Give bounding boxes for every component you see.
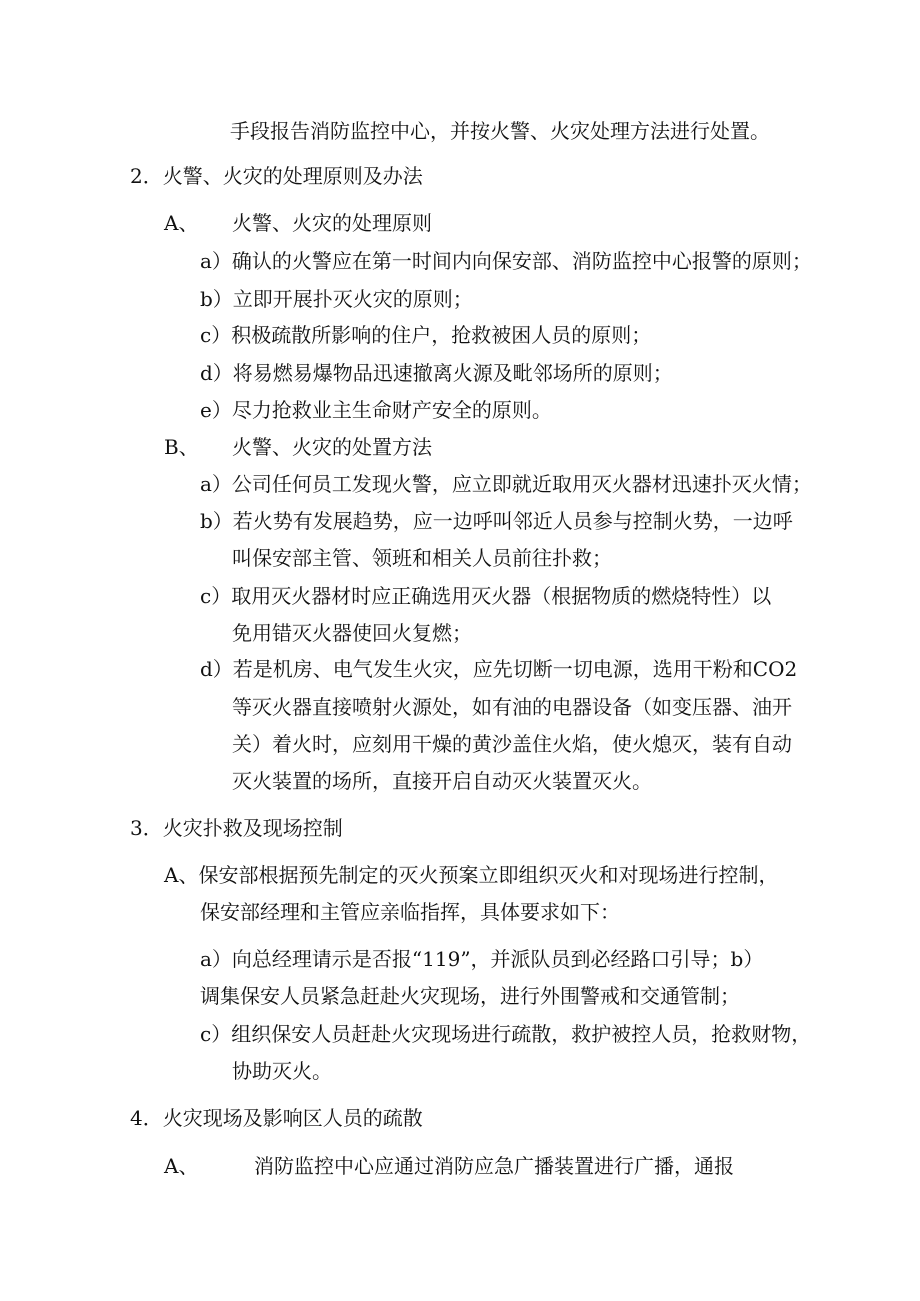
section-2-heading: 2．火警、火灾的处理原则及办法 <box>130 164 423 188</box>
section-4-heading: 4．火灾现场及影响区人员的疏散 <box>130 1106 423 1130</box>
list-item: b）若火势有发展趋势，应一边呼叫邻近人员参与控制火势，一边呼 <box>200 509 793 533</box>
section-3-a-line: A、保安部根据预先制定的灭火预案立即组织灭火和对现场进行控制， <box>164 863 779 887</box>
list-item-continuation: 灭火装置的场所，直接开启自动灭火装置灭火。 <box>232 769 652 793</box>
list-item: a）向总经理请示是否报“119”，并派队员到必经路口引导；b） <box>200 947 764 971</box>
list-item: b）立即开展扑灭火灾的原则； <box>200 287 473 311</box>
list-item-continuation: 免用错灭火器使回火复燃； <box>232 621 472 645</box>
list-item: 调集保安人员紧急赶赴火灾现场，进行外围警戒和交通管制； <box>200 984 740 1008</box>
list-item: c）积极疏散所影响的住户，抢救被困人员的原则； <box>200 323 652 347</box>
list-item-continuation: 关）着火时，应刻用干燥的黄沙盖住火焰，使火熄灭，装有自动 <box>232 732 792 756</box>
section-2-a-marker: A、 <box>164 211 199 235</box>
list-item: e）尽力抢救业主生命财产安全的原则。 <box>200 398 552 422</box>
section-2-b-marker: B、 <box>164 435 199 459</box>
intro-line: 手段报告消防监控中心，并按火警、火灾处理方法进行处置。 <box>230 119 770 143</box>
list-item: d）若是机房、电气发生火灾，应先切断一切电源，选用干粉和CO2 <box>200 657 798 681</box>
section-3-heading: 3．火灾扑救及现场控制 <box>130 816 343 840</box>
list-item: c）取用灭火器材时应正确选用灭火器（根据物质的燃烧特性）以 <box>200 584 772 608</box>
list-item-continuation: 等灭火器直接喷射火源处，如有油的电器设备（如变压器、油开 <box>232 695 792 719</box>
section-2-b-title: 火警、火灾的处置方法 <box>232 435 432 459</box>
list-item: a）公司任何员工发现火警，应立即就近取用灭火器材迅速扑灭火情； <box>200 472 812 496</box>
list-item: c）组织保安人员赶赴火灾现场进行疏散，救护被控人员，抢救财物， <box>200 1022 812 1046</box>
list-item: d）将易燃易爆物品迅速撤离火源及毗邻场所的原则； <box>200 361 673 385</box>
list-item-continuation: 叫保安部主管、领班和相关人员前往扑救； <box>232 546 612 570</box>
section-4-a-text: 消防监控中心应通过消防应急广播装置进行广播，通报 <box>254 1154 734 1178</box>
list-item-continuation: 协助灭火。 <box>232 1059 332 1083</box>
section-2-a-title: 火警、火灾的处理原则 <box>232 211 432 235</box>
list-item: a）确认的火警应在第一时间内向保安部、消防监控中心报警的原则； <box>200 249 812 273</box>
section-4-a-marker: A、 <box>164 1154 199 1178</box>
section-3-a-line-continuation: 保安部经理和主管应亲临指挥，具体要求如下： <box>200 900 620 924</box>
